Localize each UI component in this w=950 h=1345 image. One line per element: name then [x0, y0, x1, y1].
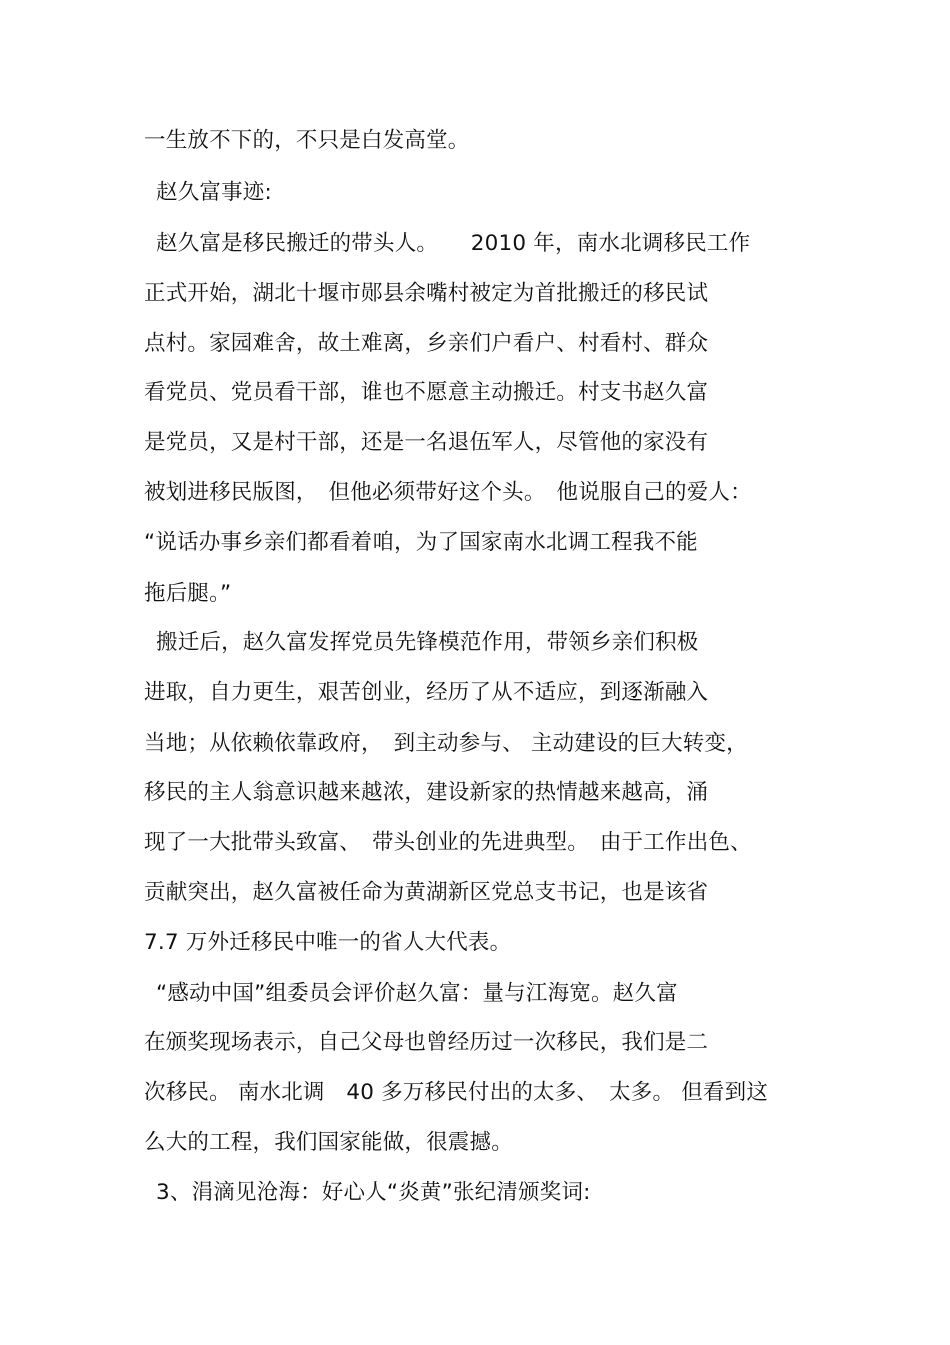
text-line: 一生放不下的，不只是白发高堂。: [144, 128, 470, 153]
text-line: 移民的主人翁意识越来越浓，建设新家的热情越来越高，涌: [144, 780, 709, 805]
text-line: 当地；从依赖依靠政府， 到主动参与、 主动建设的巨大转变，: [144, 731, 748, 756]
text-line: 7.7 万外迁移民中唯一的省人大代表。: [144, 930, 512, 955]
text-line: “感动中国”组委员会评价赵久富：量与江海宽。赵久富: [156, 981, 678, 1006]
text-line: 在颁奖现场表示，自己父母也曾经历过一次移民，我们是二: [144, 1030, 709, 1055]
text-line: 是党员，又是村干部，还是一名退伍军人，尽管他的家没有: [144, 430, 709, 455]
text-line: 点村。家园难舍，故土难离，乡亲们户看户、村看村、群众: [144, 331, 709, 356]
text-line: 现了一大批带头致富、 带头创业的先进典型。 由于工作出色、: [144, 830, 752, 855]
text-line: 拖后腿。”: [144, 581, 232, 606]
text-line: 看党员、党员看干部，谁也不愿意主动搬迁。村支书赵久富: [144, 380, 709, 405]
text-line: 进取，自力更生，艰苦创业，经历了从不适应，到逐渐融入: [144, 680, 709, 705]
text-line: 次移民。 南水北调 40 多万移民付出的太多、 太多。 但看到这: [144, 1080, 769, 1105]
text-line: 么大的工程，我们国家能做，很震撼。: [144, 1130, 513, 1155]
section-heading: 3、涓滴见沧海：好心人“炎黄”张纪清颁奖词:: [156, 1180, 591, 1205]
text-line: 赵久富是移民搬迁的带头人。 2010 年，南水北调移民工作: [156, 231, 751, 256]
text-line: 搬迁后，赵久富发挥党员先锋模范作用，带领乡亲们积极: [156, 630, 699, 655]
text-line: 贡献突出，赵久富被任命为黄湖新区党总支书记，也是该省: [144, 880, 709, 905]
text-line: “说话办事乡亲们都看着咱，为了国家南水北调工程我不能: [144, 530, 698, 555]
text-line: 被划进移民版图， 但他必须带好这个头。 他说服自己的爱人：: [144, 480, 752, 505]
section-heading: 赵久富事迹:: [156, 180, 272, 205]
text-line: 正式开始，湖北十堰市郧县余嘴村被定为首批搬迁的移民试: [144, 281, 709, 306]
